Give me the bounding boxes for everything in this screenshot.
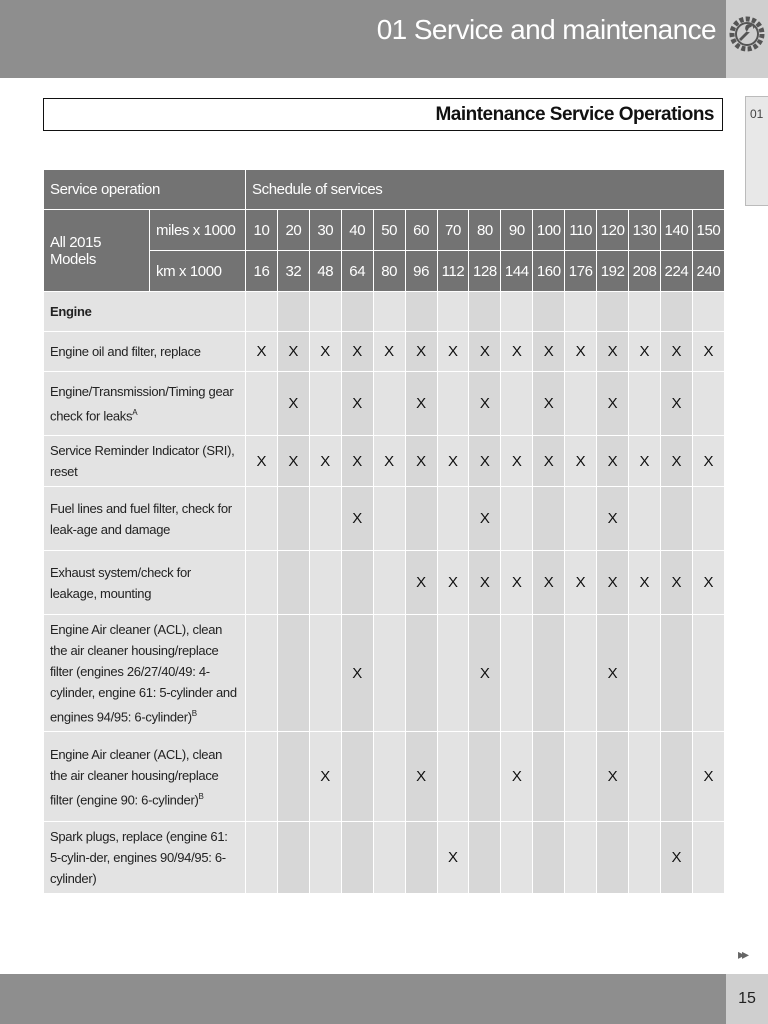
schedule-mark: X bbox=[597, 615, 629, 732]
miles-value: 140 bbox=[660, 210, 692, 251]
schedule-mark: X bbox=[629, 551, 661, 615]
schedule-mark bbox=[501, 487, 533, 551]
km-value: 160 bbox=[533, 251, 565, 292]
miles-value: 70 bbox=[437, 210, 469, 251]
footnote-marker: B bbox=[198, 791, 204, 801]
schedule-mark bbox=[246, 615, 278, 732]
double-chevron-right-icon[interactable]: ▸▸ bbox=[738, 946, 747, 962]
schedule-mark: X bbox=[373, 332, 405, 372]
service-operation-cell bbox=[44, 372, 246, 436]
schedule-mark bbox=[533, 615, 565, 732]
schedule-mark bbox=[533, 822, 565, 894]
table-row bbox=[44, 332, 725, 372]
schedule-mark bbox=[565, 615, 597, 732]
schedule-mark bbox=[501, 372, 533, 436]
schedule-mark: X bbox=[565, 551, 597, 615]
service-operation-label: Engine/Transmission/Timing gear check for leaks bbox=[50, 383, 234, 424]
miles-value: 20 bbox=[277, 210, 309, 251]
miles-row bbox=[44, 210, 725, 251]
wrench-gear-icon bbox=[727, 14, 767, 54]
schedule-mark: X bbox=[437, 332, 469, 372]
schedule-mark: X bbox=[341, 436, 373, 487]
schedule-mark: X bbox=[469, 332, 501, 372]
miles-value: 50 bbox=[373, 210, 405, 251]
service-operation-cell bbox=[44, 615, 246, 732]
schedule-mark bbox=[277, 822, 309, 894]
schedule-mark: X bbox=[437, 436, 469, 487]
schedule-mark: X bbox=[692, 332, 724, 372]
km-value: 144 bbox=[501, 251, 533, 292]
empty-cell bbox=[277, 292, 309, 332]
schedule-mark: X bbox=[246, 436, 278, 487]
table-row bbox=[44, 551, 725, 615]
schedule-mark: X bbox=[309, 332, 341, 372]
schedule-mark bbox=[309, 551, 341, 615]
schedule-mark bbox=[660, 732, 692, 822]
miles-value: 100 bbox=[533, 210, 565, 251]
schedule-mark: X bbox=[597, 487, 629, 551]
schedule-mark: X bbox=[533, 372, 565, 436]
schedule-mark bbox=[309, 487, 341, 551]
miles-label: miles x 1000 bbox=[150, 210, 246, 251]
km-value: 48 bbox=[309, 251, 341, 292]
schedule-mark: X bbox=[309, 436, 341, 487]
empty-cell bbox=[246, 292, 278, 332]
schedule-mark bbox=[469, 732, 501, 822]
schedule-mark bbox=[246, 822, 278, 894]
km-value: 208 bbox=[629, 251, 661, 292]
schedule-mark bbox=[373, 372, 405, 436]
schedule-mark: X bbox=[660, 822, 692, 894]
miles-value: 10 bbox=[246, 210, 278, 251]
empty-cell bbox=[629, 292, 661, 332]
service-operation-cell bbox=[44, 332, 246, 372]
header-icon-box bbox=[726, 0, 768, 78]
km-value: 224 bbox=[660, 251, 692, 292]
schedule-mark: X bbox=[629, 332, 661, 372]
schedule-mark bbox=[373, 822, 405, 894]
table-row bbox=[44, 615, 725, 732]
schedule-mark bbox=[629, 822, 661, 894]
header-service-operation: Service operation bbox=[44, 170, 246, 210]
schedule-mark bbox=[629, 487, 661, 551]
miles-value: 40 bbox=[341, 210, 373, 251]
section-heading-box bbox=[43, 98, 723, 131]
km-value: 112 bbox=[437, 251, 469, 292]
schedule-mark bbox=[629, 732, 661, 822]
schedule-mark bbox=[309, 822, 341, 894]
service-operation-cell bbox=[44, 436, 246, 487]
maintenance-schedule-table bbox=[43, 169, 725, 894]
table-row bbox=[44, 732, 725, 822]
schedule-mark bbox=[277, 487, 309, 551]
schedule-mark bbox=[437, 732, 469, 822]
km-value: 96 bbox=[405, 251, 437, 292]
schedule-mark bbox=[660, 487, 692, 551]
schedule-mark: X bbox=[341, 372, 373, 436]
km-value: 16 bbox=[246, 251, 278, 292]
km-value: 240 bbox=[692, 251, 724, 292]
schedule-mark: X bbox=[405, 372, 437, 436]
empty-cell bbox=[437, 292, 469, 332]
model-label: All 2015 Models bbox=[44, 210, 150, 292]
footnote-marker: B bbox=[191, 709, 197, 718]
schedule-mark bbox=[277, 615, 309, 732]
schedule-mark: X bbox=[277, 436, 309, 487]
footer-bar bbox=[0, 974, 726, 1024]
service-operation-label: Engine Air cleaner (ACL), clean the air cleaner housing/replace filter (engine 90: 6-cylinder) bbox=[50, 746, 223, 807]
service-operation-cell bbox=[44, 822, 246, 894]
schedule-mark: X bbox=[597, 332, 629, 372]
schedule-mark bbox=[565, 372, 597, 436]
schedule-mark: X bbox=[533, 551, 565, 615]
table-row bbox=[44, 436, 725, 487]
schedule-mark bbox=[277, 551, 309, 615]
schedule-mark: X bbox=[469, 615, 501, 732]
schedule-mark: X bbox=[469, 487, 501, 551]
km-value: 192 bbox=[597, 251, 629, 292]
schedule-mark: X bbox=[341, 615, 373, 732]
km-value: 176 bbox=[565, 251, 597, 292]
schedule-mark bbox=[565, 822, 597, 894]
table-row bbox=[44, 487, 725, 551]
km-value: 32 bbox=[277, 251, 309, 292]
empty-cell bbox=[501, 292, 533, 332]
schedule-mark bbox=[309, 372, 341, 436]
page-number: 15 bbox=[738, 990, 756, 1007]
empty-cell bbox=[692, 292, 724, 332]
miles-value: 110 bbox=[565, 210, 597, 251]
schedule-mark bbox=[373, 487, 405, 551]
schedule-mark bbox=[692, 822, 724, 894]
page-number-box bbox=[726, 974, 768, 1024]
service-operation-label: Spark plugs, replace (engine 61: 5-cylin-der, engines 90/94/95: 6-cylinder) bbox=[50, 829, 228, 887]
schedule-mark: X bbox=[277, 372, 309, 436]
schedule-mark: X bbox=[501, 436, 533, 487]
schedule-mark bbox=[629, 372, 661, 436]
empty-cell bbox=[309, 292, 341, 332]
schedule-mark bbox=[629, 615, 661, 732]
miles-value: 120 bbox=[597, 210, 629, 251]
schedule-mark bbox=[692, 372, 724, 436]
empty-cell bbox=[341, 292, 373, 332]
schedule-mark bbox=[469, 822, 501, 894]
service-operation-cell bbox=[44, 551, 246, 615]
service-operation-label: Service Reminder Indicator (SRI), reset bbox=[50, 443, 235, 479]
schedule-mark bbox=[405, 487, 437, 551]
schedule-mark bbox=[692, 487, 724, 551]
schedule-mark: X bbox=[437, 822, 469, 894]
empty-cell bbox=[660, 292, 692, 332]
chapter-side-tab[interactable] bbox=[745, 96, 768, 206]
schedule-mark bbox=[597, 822, 629, 894]
section-label-engine: Engine bbox=[44, 292, 246, 332]
empty-cell bbox=[597, 292, 629, 332]
schedule-mark: X bbox=[565, 436, 597, 487]
miles-value: 90 bbox=[501, 210, 533, 251]
miles-value: 30 bbox=[309, 210, 341, 251]
schedule-mark bbox=[373, 551, 405, 615]
schedule-mark: X bbox=[469, 436, 501, 487]
side-tab-label: 01 bbox=[750, 107, 764, 121]
schedule-mark bbox=[246, 372, 278, 436]
schedule-mark: X bbox=[597, 436, 629, 487]
service-operation-label: Exhaust system/check for leakage, mounting bbox=[50, 564, 191, 601]
schedule-mark: X bbox=[660, 332, 692, 372]
schedule-mark: X bbox=[692, 732, 724, 822]
schedule-mark: X bbox=[469, 551, 501, 615]
header-bar bbox=[0, 0, 726, 78]
schedule-mark: X bbox=[660, 372, 692, 436]
schedule-mark bbox=[341, 732, 373, 822]
schedule-mark bbox=[246, 732, 278, 822]
empty-cell bbox=[373, 292, 405, 332]
footnote-marker: A bbox=[132, 407, 138, 417]
schedule-mark: X bbox=[246, 332, 278, 372]
schedule-mark bbox=[533, 732, 565, 822]
schedule-mark: X bbox=[660, 551, 692, 615]
schedule-mark bbox=[501, 822, 533, 894]
schedule-mark: X bbox=[405, 551, 437, 615]
miles-value: 150 bbox=[692, 210, 724, 251]
schedule-mark bbox=[405, 822, 437, 894]
schedule-mark bbox=[437, 615, 469, 732]
schedule-mark bbox=[437, 487, 469, 551]
km-label: km x 1000 bbox=[150, 251, 246, 292]
schedule-mark: X bbox=[597, 732, 629, 822]
schedule-mark: X bbox=[341, 487, 373, 551]
schedule-mark: X bbox=[660, 436, 692, 487]
schedule-mark bbox=[277, 732, 309, 822]
table-row bbox=[44, 372, 725, 436]
schedule-mark: X bbox=[692, 551, 724, 615]
chapter-title: 01 Service and maintenance bbox=[376, 14, 716, 45]
schedule-mark: X bbox=[405, 332, 437, 372]
table-row bbox=[44, 822, 725, 894]
schedule-mark bbox=[341, 822, 373, 894]
schedule-mark: X bbox=[533, 332, 565, 372]
service-operation-cell bbox=[44, 487, 246, 551]
schedule-mark bbox=[405, 615, 437, 732]
schedule-mark: X bbox=[373, 436, 405, 487]
schedule-mark: X bbox=[501, 732, 533, 822]
miles-value: 60 bbox=[405, 210, 437, 251]
schedule-mark: X bbox=[277, 332, 309, 372]
service-operation-label: Engine oil and filter, replace bbox=[50, 344, 201, 359]
schedule-mark bbox=[501, 615, 533, 732]
miles-value: 80 bbox=[469, 210, 501, 251]
schedule-mark bbox=[565, 487, 597, 551]
schedule-mark: X bbox=[501, 551, 533, 615]
service-operation-label: Fuel lines and fuel filter, check for leak-age and damage bbox=[50, 500, 232, 537]
schedule-mark: X bbox=[597, 372, 629, 436]
schedule-mark bbox=[692, 615, 724, 732]
schedule-mark: X bbox=[437, 551, 469, 615]
empty-cell bbox=[469, 292, 501, 332]
schedule-mark bbox=[565, 732, 597, 822]
empty-cell bbox=[533, 292, 565, 332]
schedule-mark: X bbox=[565, 332, 597, 372]
table-header-row bbox=[44, 170, 725, 210]
schedule-mark: X bbox=[405, 732, 437, 822]
schedule-mark: X bbox=[341, 332, 373, 372]
section-title: Maintenance Service Operations bbox=[435, 104, 714, 125]
schedule-mark: X bbox=[501, 332, 533, 372]
empty-cell bbox=[565, 292, 597, 332]
schedule-mark bbox=[373, 732, 405, 822]
schedule-mark: X bbox=[629, 436, 661, 487]
km-value: 80 bbox=[373, 251, 405, 292]
schedule-mark: X bbox=[533, 436, 565, 487]
service-operation-cell bbox=[44, 732, 246, 822]
schedule-mark bbox=[373, 615, 405, 732]
schedule-mark bbox=[533, 487, 565, 551]
miles-value: 130 bbox=[629, 210, 661, 251]
header-schedule: Schedule of services bbox=[246, 170, 725, 210]
schedule-mark: X bbox=[597, 551, 629, 615]
schedule-mark bbox=[246, 551, 278, 615]
schedule-mark bbox=[341, 551, 373, 615]
km-value: 64 bbox=[341, 251, 373, 292]
schedule-mark bbox=[437, 372, 469, 436]
km-value: 128 bbox=[469, 251, 501, 292]
schedule-mark bbox=[660, 615, 692, 732]
schedule-mark: X bbox=[692, 436, 724, 487]
schedule-mark: X bbox=[309, 732, 341, 822]
schedule-mark bbox=[309, 615, 341, 732]
section-row-engine bbox=[44, 292, 725, 332]
empty-cell bbox=[405, 292, 437, 332]
service-operation-label: Engine Air cleaner (ACL), clean the air cleaner housing/replace filter (engines 26/27/40/49: 4-cylinder, engine 61: 5-cylinder and engines 94/95: 6-cylinder) bbox=[50, 622, 237, 725]
schedule-mark: X bbox=[469, 372, 501, 436]
schedule-mark: X bbox=[405, 436, 437, 487]
schedule-mark bbox=[246, 487, 278, 551]
